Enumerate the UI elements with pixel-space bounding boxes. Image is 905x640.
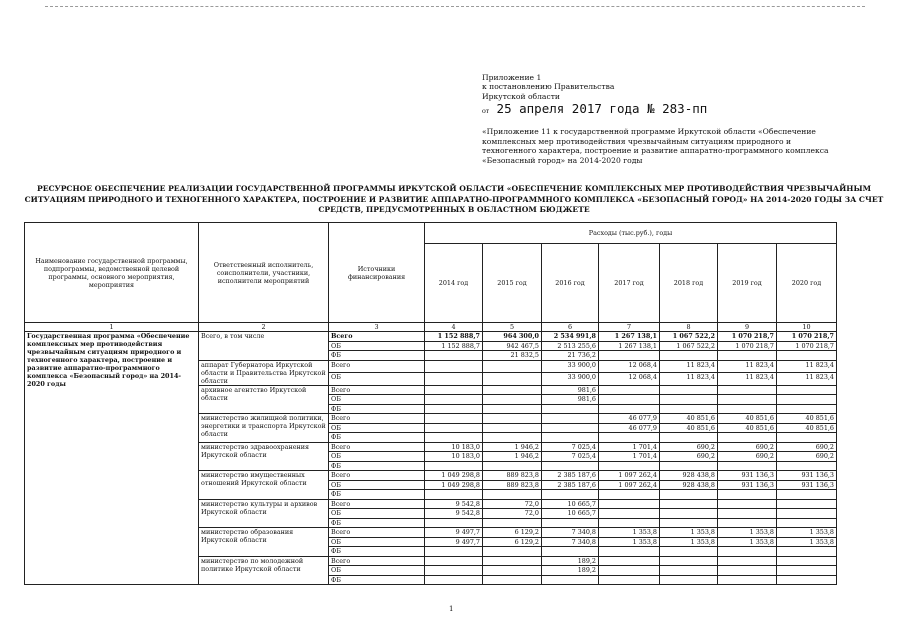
value-cell: 10 183,0 [425,452,483,462]
value-cell [718,509,777,519]
value-cell: 40 851,6 [660,414,718,424]
value-cell: 1 049 298,8 [425,480,483,490]
value-cell [599,385,660,395]
value-cell: 72,0 [483,509,542,519]
value-cell [483,575,542,585]
header-year: 2017 год [599,244,660,323]
executor-cell: архивное агентство Иркутской области [199,385,329,414]
value-cell: 1 267 138,1 [599,332,660,342]
value-cell: 942 467,5 [483,341,542,351]
value-cell: 931 136,3 [777,471,837,481]
value-cell [425,360,483,373]
source-cell: Всего [329,385,425,395]
value-cell: 1 353,8 [599,528,660,538]
value-cell: 928 438,8 [660,480,718,490]
column-number: 1 [25,323,199,332]
executor-cell: министерство по молодежной политике Иркутской области [199,556,329,585]
value-cell: 1 097 262,4 [599,471,660,481]
value-cell: 981,6 [542,395,599,405]
value-cell [777,566,837,576]
value-cell: 7 340,8 [542,528,599,538]
value-cell [483,423,542,433]
value-cell: 21 832,5 [483,351,542,361]
value-cell: 40 851,6 [718,414,777,424]
value-cell: 6 129,2 [483,528,542,538]
value-cell: 12 068,4 [599,360,660,373]
value-cell [660,404,718,414]
value-cell [599,575,660,585]
value-cell: 1 070 218,7 [718,332,777,342]
source-cell: ОБ [329,395,425,405]
value-cell: 1 701,4 [599,452,660,462]
value-cell: 1 267 138,1 [599,341,660,351]
value-cell [718,490,777,500]
value-cell [425,547,483,557]
value-cell [542,433,599,443]
column-number: 7 [599,323,660,332]
value-cell: 690,2 [660,452,718,462]
value-cell [599,566,660,576]
value-cell: 1 353,8 [660,537,718,547]
value-cell [660,509,718,519]
appendix-11-note: «Приложение 11 к государственной программе Иркутской области «Обеспечение комплексных мер противодействия чрезвычайным ситуациям природного и техногенного характера, построение и развитие аппаратно-программного комплекса «Безопасный город» на 2014-2020 годы [482,127,829,165]
header-expenses: Расходы (тыс.руб.), годы [425,223,837,244]
value-cell: 40 851,6 [777,414,837,424]
value-cell: 2 385 187,6 [542,480,599,490]
value-cell [718,385,777,395]
value-cell [599,461,660,471]
column-number: 3 [329,323,425,332]
value-cell: 1 353,8 [718,537,777,547]
column-number: 6 [542,323,599,332]
appendix-block [482,73,707,117]
value-cell [660,499,718,509]
value-cell: 9 497,7 [425,528,483,538]
source-cell: Всего [329,414,425,424]
value-cell [777,547,837,557]
value-cell: 1 152 888,7 [425,341,483,351]
value-cell: 1 152 888,7 [425,332,483,342]
value-cell: 1 353,8 [718,528,777,538]
top-dashed-line [45,6,865,7]
executor-cell: министерство образования Иркутской области [199,528,329,557]
value-cell: 1 049 298,8 [425,471,483,481]
source-cell: Всего [329,528,425,538]
value-cell: 6 129,2 [483,537,542,547]
value-cell [425,395,483,405]
value-cell [542,518,599,528]
value-cell [718,556,777,566]
value-cell: 11 823,4 [660,360,718,373]
source-cell: Всего [329,471,425,481]
value-cell [483,566,542,576]
value-cell: 931 136,3 [718,471,777,481]
value-cell: 7 025,4 [542,442,599,452]
header-year: 2020 год [777,244,837,323]
value-cell [483,490,542,500]
column-number: 2 [199,323,329,332]
value-cell: 1 070 218,7 [718,341,777,351]
value-cell: 1 067 522,2 [660,332,718,342]
value-cell: 9 497,7 [425,537,483,547]
source-cell: Всего [329,499,425,509]
value-cell [777,509,837,519]
value-cell: 1 946,2 [483,452,542,462]
value-cell [425,490,483,500]
value-cell: 2 534 991,8 [542,332,599,342]
value-cell [777,461,837,471]
value-cell: 10 665,7 [542,509,599,519]
value-cell: 1 701,4 [599,442,660,452]
value-cell: 40 851,6 [660,423,718,433]
source-cell: ОБ [329,566,425,576]
value-cell: 690,2 [777,452,837,462]
page-number: 1 [449,605,454,613]
value-cell [660,547,718,557]
value-cell [425,404,483,414]
value-cell: 189,2 [542,566,599,576]
value-cell [777,385,837,395]
value-cell: 40 851,6 [777,423,837,433]
resource-table [24,222,837,585]
value-cell: 11 823,4 [777,360,837,373]
value-cell [660,490,718,500]
value-cell [425,575,483,585]
value-cell [660,518,718,528]
appendix-date-prefix: от [482,105,490,115]
appendix-date-line [482,102,707,117]
column-number: 10 [777,323,837,332]
value-cell: 1 353,8 [777,528,837,538]
value-cell: 1 353,8 [660,528,718,538]
header-row [25,223,837,244]
value-cell [483,385,542,395]
column-number-row [25,323,837,332]
value-cell: 9 542,8 [425,499,483,509]
value-cell [483,404,542,414]
value-cell [660,385,718,395]
value-cell [660,395,718,405]
value-cell [425,385,483,395]
executor-cell: Всего, в том числе [199,332,329,361]
value-cell [718,566,777,576]
value-cell [777,404,837,414]
value-cell [599,351,660,361]
value-cell [425,433,483,443]
value-cell [599,509,660,519]
value-cell [660,351,718,361]
value-cell [425,518,483,528]
value-cell [777,395,837,405]
value-cell: 10 665,7 [542,499,599,509]
value-cell: 2 385 187,6 [542,471,599,481]
value-cell [542,461,599,471]
value-cell: 10 183,0 [425,442,483,452]
document-title: РЕСУРСНОЕ ОБЕСПЕЧЕНИЕ РЕАЛИЗАЦИИ ГОСУДАРСТВЕННОЙ ПРОГРАММЫ ИРКУТСКОЙ ОБЛАСТИ «ОБЕСПЕЧЕНИЕ КОМПЛЕКСНЫХ МЕР ПРОТИВОДЕЙСТВИЯ ЧРЕЗВЫЧАЙНЫМ СИТУАЦИЯМ ПРИРОДНОГО И ТЕХНОГЕННОГО ХАРАКТЕРА, ПОСТРОЕНИЕ И РАЗВИТИЕ АППАРАТНО-ПРОГРАММНОГО КОМПЛЕКСА «БЕЗОПАСНЫЙ ГОРОД» НА 2014-2020 ГОДЫ ЗА СЧЕТ СРЕДСТВ, ПРЕДУСМОТРЕННЫХ В ОБЛАСТНОМ БЮДЖЕТЕ [24,184,884,214]
value-cell [777,556,837,566]
value-cell: 11 823,4 [718,373,777,386]
value-cell [777,575,837,585]
value-cell [425,373,483,386]
header-col-program: Наименование государственной программы, подпрограммы, ведомственной целевой программы, основного мероприятия, мероприятия [25,223,199,323]
value-cell [542,414,599,424]
source-cell: Всего [329,556,425,566]
value-cell [483,518,542,528]
value-cell [425,351,483,361]
value-cell [542,423,599,433]
appendix-line-2: к постановлению Правительства [482,82,615,92]
source-cell: ОБ [329,480,425,490]
source-cell: ОБ [329,373,425,386]
value-cell [483,395,542,405]
value-cell [483,461,542,471]
source-cell: ОБ [329,341,425,351]
value-cell [542,490,599,500]
value-cell: 7 340,8 [542,537,599,547]
value-cell [718,547,777,557]
source-cell: ФБ [329,518,425,528]
source-cell: Всего [329,332,425,342]
value-cell [425,556,483,566]
value-cell: 189,2 [542,556,599,566]
value-cell [599,518,660,528]
value-cell: 964 300,0 [483,332,542,342]
value-cell [483,373,542,386]
source-cell: ФБ [329,404,425,414]
value-cell [425,414,483,424]
value-cell: 690,2 [718,452,777,462]
value-cell [718,351,777,361]
appendix-line-3: Иркутской области [482,91,560,101]
source-cell: ФБ [329,575,425,585]
source-cell: ФБ [329,351,425,361]
value-cell [483,360,542,373]
column-number: 5 [483,323,542,332]
value-cell [718,575,777,585]
header-year: 2014 год [425,244,483,323]
value-cell [425,566,483,576]
value-cell: 690,2 [660,442,718,452]
value-cell [599,547,660,557]
value-cell: 889 823,8 [483,480,542,490]
value-cell: 1 070 218,7 [777,341,837,351]
value-cell: 72,0 [483,499,542,509]
header-col-executor: Ответственный исполнитель, соисполнители, участники, исполнители мероприятий [199,223,329,323]
appendix-date: 25 апреля 2017 года № 283-пп [496,100,708,116]
source-cell: Всего [329,442,425,452]
value-cell [483,556,542,566]
executor-cell: министерство жилищной политики, энергетики и транспорта Иркутской области [199,414,329,443]
source-cell: ОБ [329,452,425,462]
value-cell [599,395,660,405]
value-cell [599,556,660,566]
executor-cell: министерство культуры и архивов Иркутской области [199,499,329,528]
value-cell [660,461,718,471]
value-cell [425,423,483,433]
value-cell [483,414,542,424]
source-cell: ОБ [329,423,425,433]
value-cell: 889 823,8 [483,471,542,481]
source-cell: Всего [329,360,425,373]
value-cell [542,547,599,557]
header-year: 2015 год [483,244,542,323]
value-cell: 2 513 255,6 [542,341,599,351]
value-cell: 1 946,2 [483,442,542,452]
value-cell: 931 136,3 [718,480,777,490]
column-number: 4 [425,323,483,332]
value-cell: 11 823,4 [777,373,837,386]
table-row [25,332,837,342]
value-cell [718,461,777,471]
value-cell: 11 823,4 [660,373,718,386]
value-cell: 690,2 [718,442,777,452]
source-cell: ФБ [329,547,425,557]
value-cell: 7 025,4 [542,452,599,462]
value-cell [542,404,599,414]
header-year: 2016 год [542,244,599,323]
executor-cell: аппарат Губернатора Иркутской области и Правительства Иркутской области [199,360,329,385]
source-cell: ФБ [329,461,425,471]
source-cell: ОБ [329,509,425,519]
value-cell: 690,2 [777,442,837,452]
value-cell: 21 736,2 [542,351,599,361]
value-cell [483,433,542,443]
header-year: 2019 год [718,244,777,323]
executor-cell: министерство имущественных отношений Иркутской области [199,471,329,500]
appendix-line-1: Приложение 1 [482,73,542,82]
value-cell [660,433,718,443]
value-cell [599,499,660,509]
program-name-cell: Государственная программа «Обеспечение комплексных мер противодействия чрезвычайным ситуациям природного и техногенного характера, построение и развитие аппаратно-программного комплекса «Безопасный город» на 2014-2020 годы [25,332,199,585]
value-cell [777,433,837,443]
source-cell: ФБ [329,490,425,500]
value-cell: 1 067 522,2 [660,341,718,351]
value-cell [542,575,599,585]
value-cell [599,433,660,443]
value-cell [777,351,837,361]
column-number: 8 [660,323,718,332]
column-number: 9 [718,323,777,332]
value-cell: 40 851,6 [718,423,777,433]
value-cell: 33 900,0 [542,373,599,386]
header-year: 2018 год [660,244,718,323]
value-cell [483,547,542,557]
value-cell [718,395,777,405]
value-cell: 981,6 [542,385,599,395]
value-cell: 11 823,4 [718,360,777,373]
executor-cell: министерство здравоохранения Иркутской области [199,442,329,471]
value-cell [660,556,718,566]
value-cell [718,404,777,414]
value-cell [660,575,718,585]
value-cell: 1 070 218,7 [777,332,837,342]
value-cell: 1 097 262,4 [599,480,660,490]
value-cell: 12 068,4 [599,373,660,386]
value-cell: 1 353,8 [599,537,660,547]
value-cell [599,404,660,414]
value-cell: 1 353,8 [777,537,837,547]
value-cell [718,499,777,509]
value-cell [718,518,777,528]
value-cell: 928 438,8 [660,471,718,481]
value-cell [660,566,718,576]
value-cell [718,433,777,443]
value-cell: 931 136,3 [777,480,837,490]
value-cell [777,490,837,500]
value-cell: 46 077,9 [599,423,660,433]
value-cell: 33 900,0 [542,360,599,373]
source-cell: ОБ [329,537,425,547]
value-cell [425,461,483,471]
value-cell [599,490,660,500]
source-cell: ФБ [329,433,425,443]
header-col-source: Источники финансирования [329,223,425,323]
value-cell [777,518,837,528]
value-cell: 46 077,9 [599,414,660,424]
value-cell: 9 542,8 [425,509,483,519]
value-cell [777,499,837,509]
